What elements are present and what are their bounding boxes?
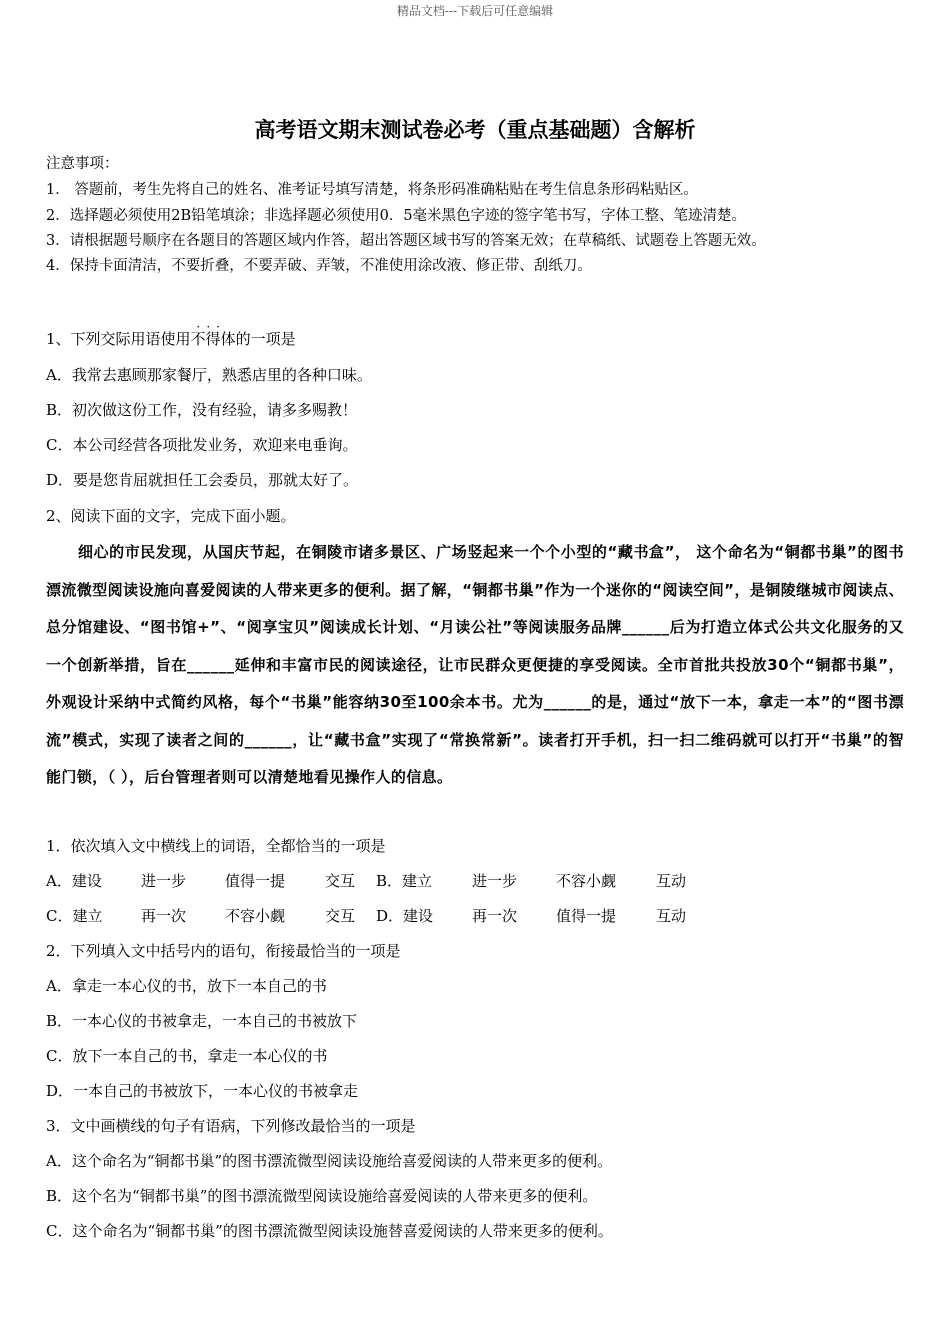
page-title: 高考语文期末测试卷必考（重点基础题）含解析 [254, 117, 696, 142]
option-cell: 再一次 [472, 907, 518, 925]
option-cell: 再一次 [141, 907, 187, 925]
notes-item: 2．选择题必须使用2B铅笔填涂；非选择题必须使用0．5毫米黑色字迹的签字笔书写，字体工整、笔迹清楚。 [46, 208, 747, 224]
option-cell: 进一步 [141, 872, 187, 890]
emphasis-dots: ··· [196, 320, 226, 334]
option-cell: 互动 [656, 872, 687, 890]
emphasis-dotted [190, 320, 236, 348]
option-cell: 互动 [656, 907, 687, 925]
notes-item: 1． 答题前，考生先将自己的姓名、准考证号填写清楚，将条形码准确粘贴在考生信息条形码粘贴区。 [46, 182, 698, 198]
notes-heading: 注意事项： [46, 156, 119, 172]
question-2-intro: 2、阅读下面的文字，完成下面小题。 [46, 507, 296, 525]
notes-item: 4．保持卡面清洁，不要折叠，不要弄破、弄皱，不准使用涂改液、修正带、刮纸刀。 [46, 258, 592, 274]
sub-question-2-option: D．一本自己的书被放下，一本心仪的书被拿走 [46, 1082, 359, 1100]
option-cell: 值得一提 [556, 907, 617, 925]
option-cell: D．建设 [376, 907, 434, 925]
stem-emphasis: 不得体 [190, 330, 236, 348]
option-cell: 不容小觑 [556, 872, 617, 890]
sub-question-1-stem: 1．依次填入文中横线上的词语，全都恰当的一项是 [46, 837, 386, 855]
sub-question-3-option: C．这个命名为“铜都书巢”的图书漂流微型阅读设施替喜爱阅读的人带来更多的便利。 [46, 1222, 613, 1240]
sub-question-3-stem: 3．文中画横线的句子有语病，下列修改最恰当的一项是 [46, 1117, 416, 1135]
question-1-option: C．本公司经营各项批发业务，欢迎来电垂询。 [46, 436, 358, 454]
option-cell: 值得一提 [225, 872, 286, 890]
option-cell: A．建设 [46, 872, 102, 890]
question-1-option: A．我常去惠顾那家餐厅，熟悉店里的各种口味。 [46, 366, 372, 384]
option-cell: C．建立 [46, 907, 103, 925]
stem-prefix: 1、下列交际用语使用 [46, 330, 191, 348]
sub-question-3-option: B．这个名为“铜都书巢”的图书漂流微型阅读设施给喜爱阅读的人带来更多的便利。 [46, 1187, 598, 1205]
option-cell: 不容小觑 [225, 907, 286, 925]
stem-suffix: 的一项是 [235, 330, 296, 348]
page-header: 精品文档---下载后可任意编辑 [396, 4, 554, 18]
sub-question-2-option: B．一本心仪的书被拿走，一本自己的书被放下 [46, 1012, 358, 1030]
question-1-option: B．初次做这份工作，没有经验，请多多赐教！ [46, 401, 358, 419]
option-cell: 交互 [325, 907, 356, 925]
option-cell: B．建立 [376, 872, 433, 890]
sub-question-2-option: A．拿走一本心仪的书，放下一本自己的书 [46, 977, 327, 995]
notes-item: 3．请根据题号顺序在各题目的答题区域内作答，超出答题区域书写的答案无效；在草稿纸、试题卷上答题无效。 [46, 233, 766, 249]
question-1-stem [46, 320, 296, 349]
reading-passage: 细心的市民发现，从国庆节起，在铜陵市诸多景区、广场竖起来一个个小型的“藏书盒”， 这个命名为“铜都书巢”的图书漂流微型阅读设施向喜爱阅读的人带来更多的便利。据了解，“铜都书巢”作为一个迷你的“阅读空间”，是铜陵继城市阅读点、总分馆建设、“图书馆+”、“阅享宝贝”阅读成长计划、“月读公社”等阅读服务品牌______后为打造立体式公共文化服务的又一个创新举措，旨在______延伸和丰富市民的阅读途径，让市民群众更便捷的享受阅读。全市首批共投放30个“铜都书巢”，外观设计采纳中式简约风格，每个“书巢”能容纳30至100余本书。尤为______的是，通过“放下一本，拿走一本”的“图书漂流”模式，实现了读者之间的______，让“藏书盒”实现了“常换常新”。读者打开手机，扫一扫二维码就可以打开“书巢”的智能门锁，（ ），后台管理者则可以清楚地看见操作人的信息。 [46, 543, 904, 786]
question-1-option: D．要是您肯屈就担任工会委员，那就太好了。 [46, 471, 359, 489]
option-cell: 交互 [325, 872, 356, 890]
sub-question-2-stem: 2．下列填入文中括号内的语句，衔接最恰当的一项是 [46, 942, 401, 960]
option-cell: 进一步 [472, 872, 518, 890]
sub-question-2-option: C．放下一本自己的书，拿走一本心仪的书 [46, 1047, 328, 1065]
sub-question-3-option: A．这个命名为“铜都书巢”的图书漂流微型阅读设施给喜爱阅读的人带来更多的便利。 [46, 1152, 613, 1170]
